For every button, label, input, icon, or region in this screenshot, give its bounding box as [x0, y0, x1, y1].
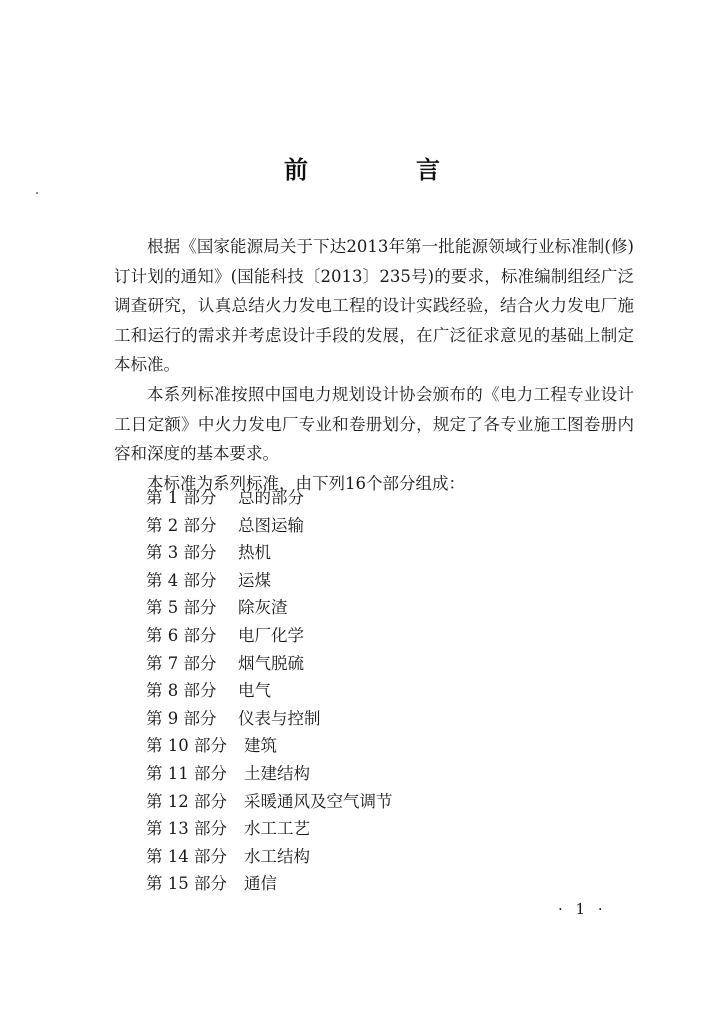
list-item: [146, 594, 393, 622]
part-number: 第 7 部分: [146, 653, 217, 673]
part-name: 总的部分: [238, 488, 304, 507]
paragraph-composition: 本标准为系列标准，由下列16个部分组成：: [147, 473, 465, 493]
list-item: [146, 539, 393, 567]
list-item: [146, 870, 393, 898]
part-name: 通信: [244, 874, 277, 894]
list-item: [146, 512, 393, 540]
part-name: 运煤: [238, 570, 271, 590]
part-name: 电气: [238, 681, 271, 701]
part-number: 第 5 部分: [146, 598, 217, 618]
paragraph-series: 本系列标准按照中国电力规划设计协会颁布的《电力工程专业设计工日定额》中火力发电厂专业和卷册划分，规定了各专业施工图卷册内容和深度的基本要求。: [114, 384, 634, 464]
list-item: [146, 622, 393, 650]
page-number: · 1 ·: [558, 900, 607, 918]
list-item: [146, 732, 393, 760]
part-number: 第 1 部分: [146, 488, 217, 507]
page-title: 前 言: [284, 156, 482, 184]
part-name: 水工工艺: [244, 819, 310, 839]
list-item: [146, 650, 393, 678]
preface-body: [114, 232, 634, 498]
part-number: 第 3 部分: [146, 543, 217, 563]
part-name: 热机: [238, 543, 271, 563]
part-number: 第 14 部分: [146, 846, 227, 866]
part-name: 采暖通风及空气调节: [244, 791, 393, 811]
part-name: 土建结构: [244, 763, 310, 783]
part-number: 第 2 部分: [146, 515, 217, 535]
list-item: [146, 788, 393, 816]
part-number: 第 10 部分: [146, 736, 227, 756]
paragraph-basis: 根据《国家能源局关于下达2013年第一批能源领域行业标准制(修)订计划的通知》(国能科技〔2013〕235号)的要求，标准编制组经广泛调查研究，认真总结火力发电工程的设计实践经验，结合火力发电厂施工和运行的需求并考虑设计手段的发展，在广泛征求意见的基础上制定本标准。: [114, 237, 634, 375]
list-item: [146, 567, 393, 595]
part-number: 第 13 部分: [146, 819, 227, 839]
part-name: 水工结构: [244, 846, 310, 866]
list-item: [146, 760, 393, 788]
margin-mark: [36, 192, 38, 194]
list-item: [146, 705, 393, 733]
list-item: [146, 677, 393, 705]
part-number: 第 4 部分: [146, 570, 217, 590]
part-number: 第 11 部分: [146, 763, 227, 783]
part-number: 第 8 部分: [146, 681, 217, 701]
parts-list: [146, 484, 393, 898]
part-name: 除灰渣: [238, 598, 288, 618]
part-number: 第 12 部分: [146, 791, 227, 811]
part-name: 烟气脱硫: [238, 653, 304, 673]
list-item: [146, 484, 393, 512]
part-number: 第 9 部分: [146, 708, 217, 728]
part-name: 总图运输: [238, 515, 304, 535]
list-item: [146, 815, 393, 843]
list-item: [146, 843, 393, 871]
part-name: 仪表与控制: [238, 708, 321, 728]
part-number: 第 6 部分: [146, 625, 217, 645]
part-name: 建筑: [244, 736, 277, 756]
part-number: 第 15 部分: [146, 874, 227, 894]
part-name: 电厂化学: [238, 625, 304, 645]
